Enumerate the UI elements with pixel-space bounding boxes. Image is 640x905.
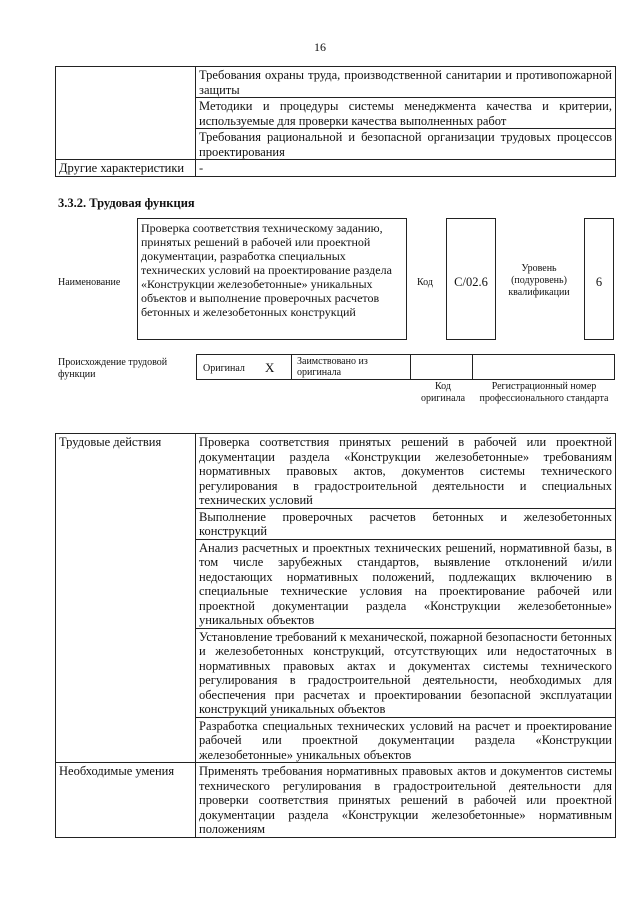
table-cell-right: Разработка специальных технических условий на расчет и проектирование рабочей или проектной документации раздела «Конструкции железобетонные» уникальных объектов — [196, 717, 616, 763]
borrowed-label: Заимствовано из оригинала — [297, 356, 368, 378]
table-row — [56, 67, 616, 98]
table-cell-left: Необходимые умения — [56, 763, 196, 838]
reg-number-label: Регистрационный номер профессионального стандарта — [479, 381, 609, 404]
table-cell-left: Другие характеристики — [56, 160, 196, 177]
level-value-box — [584, 218, 614, 340]
level-label: Уровень (подуровень) квалификации — [508, 263, 570, 298]
table-cell-right: Анализ расчетных и проектных технических решений, нормативной базы, в том числе зарубежных стандартов, выявление отклонений и/или недостающих нормативных положений, подлежащих включению в специальные технические условия на проектирование рабочей или проектной документации раздела «Конструкции железобетонные» уникальных объектов — [196, 539, 616, 628]
table-cell-right: Выполнение проверочных расчетов бетонных и железобетонных конструкций — [196, 508, 616, 539]
table-cell-right: Применять требования нормативных правовых актов и документов системы технического регулирования в градостроительной деятельности для проверки соответствия принятых решений в рабочей или проектной документации раздела «Конструкции железобетонные» нормативным положениям — [196, 763, 616, 838]
table-cell-right: Методики и процедуры системы менеджмента качества и критерии, используемые для проверки качества выполненных работ — [196, 98, 616, 129]
table-cell-right: Требования охраны труда, производственной санитарии и противопожарной защиты — [196, 67, 616, 98]
table-row — [56, 434, 616, 509]
top-table — [55, 66, 616, 177]
code-original-label: Код оригинала — [420, 381, 466, 404]
table-row — [56, 160, 616, 177]
origin-label: Происхождение трудовой функции — [58, 357, 168, 380]
table-cell-right: Требования рациональной и безопасной организации трудовых процессов проектирования — [196, 129, 616, 160]
main-table — [55, 433, 616, 838]
name-label: Наименование — [58, 277, 121, 288]
function-name-value: Проверка соответствия техническому заданию, принятых решений в рабочей или проектной документации, разработка специальных технических условий на проектирование раздела «Конструкции железобетонные» уникальных объектов и выполнение проверочных расчетов бетонных и железобетонных конструкций — [141, 221, 392, 319]
function-name-box — [137, 218, 407, 340]
original-mark: X — [265, 360, 275, 375]
table-cell-right: Установление требований к механической, пожарной безопасности бетонных и железобетонных конструкций, отсутствующих или недостаточных в нормативных правовых актах и документах системы технического регулирования в градостроительной деятельности, необходимых для обеспечения при расчетах и проектировании безопасной эксплуатации конструкций уникальных объектов — [196, 628, 616, 717]
page-number: 16 — [314, 40, 326, 54]
origin-divider — [410, 355, 411, 379]
table-cell-left — [56, 67, 196, 160]
table-cell-left: Трудовые действия — [56, 434, 196, 763]
table-cell-right: - — [196, 160, 616, 177]
table-cell-right: Проверка соответствия принятых решений в рабочей или проектной документации раздела «Конструкции железобетонные» требованиям нормативных правовых актов, документов системы технического регулирования в градостроительной деятельности и специальных технических условий — [196, 434, 616, 509]
code-value-box — [446, 218, 496, 340]
code-label: Код — [417, 277, 433, 288]
origin-table — [196, 354, 615, 380]
code-value: C/02.6 — [454, 275, 488, 289]
level-value: 6 — [595, 275, 603, 289]
table-row — [56, 763, 616, 838]
original-label: Оригинал — [203, 363, 245, 374]
origin-divider — [291, 355, 292, 379]
section-heading: 3.3.2. Трудовая функция — [58, 196, 195, 210]
origin-divider — [472, 355, 473, 379]
